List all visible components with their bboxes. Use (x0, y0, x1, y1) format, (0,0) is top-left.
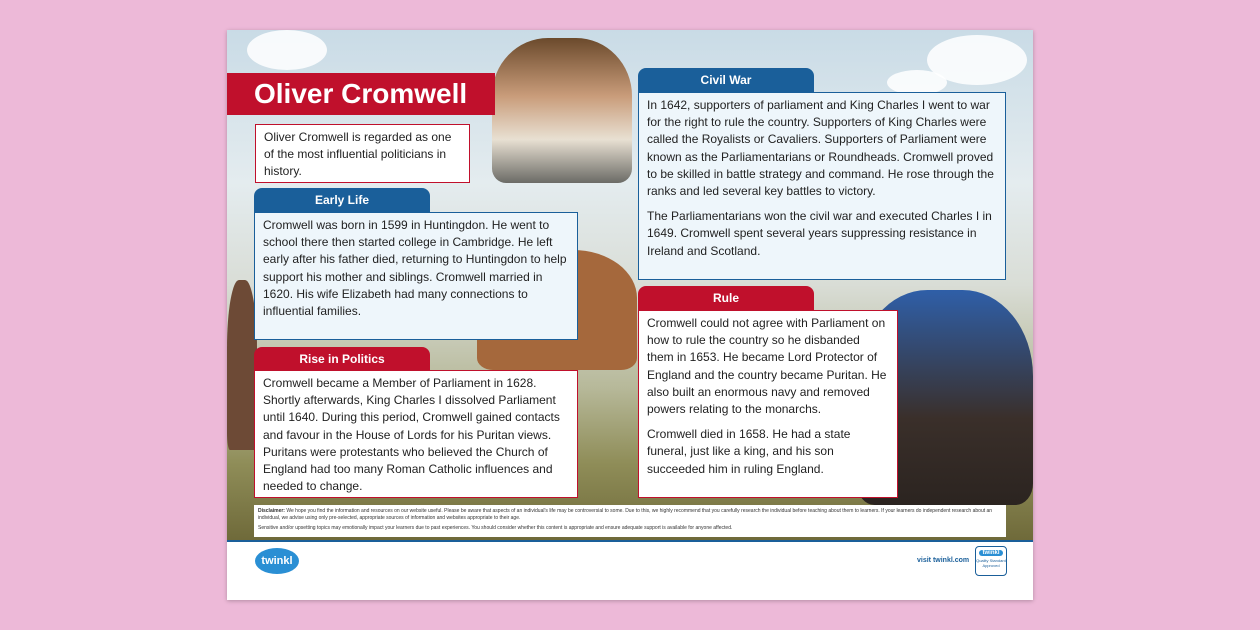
quality-badge (975, 546, 1007, 576)
civil-war-heading: Civil War (638, 68, 814, 92)
early-life-box: Cromwell was born in 1599 in Huntingdon. He went to school there then started college in Cambridge. He left early after his father died, returning to Huntingdon to help support his mother and siblings. Cromwell married in 1620. His wife Elizabeth had many connections to influential families. (254, 212, 578, 340)
early-life-heading: Early Life (254, 188, 430, 212)
disclaimer-text: We hope you find the information and resources on our website useful. Please be aware that aspects of an individual's life may be controversial to some. Due to this, we highly recommend that you carefully research the individual before teaching about them to learners. If your learners do independent research about an individual, we advise using only pre-selected, appropriate sources of information and websites appropriate to their age. (258, 508, 993, 521)
rise-in-politics-heading: Rise in Politics (254, 347, 430, 371)
civil-war-box (638, 92, 1006, 280)
rule-box (638, 310, 898, 498)
cromwell-portrait (492, 38, 632, 183)
poster (227, 30, 1033, 600)
rise-in-politics-box: Cromwell became a Member of Parliament in 1628. Shortly afterwards, King Charles I dissolved Parliament until 1640. During this period, Cromwell gained contacts and favour in the House of Lords for his Puritan views. Puritans were protestants who believed the Church of England had too many Roman Catholic influences and needed to change. (254, 370, 578, 498)
visit-link[interactable]: visit twinkl.com (917, 557, 970, 564)
badge-text: Quality Standard Approved (976, 558, 1006, 568)
twinkl-logo[interactable]: twinkl (255, 548, 299, 574)
rule-text-1: Cromwell could not agree with Parliament on how to rule the country so he disbanded them in 1653. He became Lord Protector of England and the country became Puritan. He also built an enormous navy and removed powers relating to the monarchs. (647, 316, 887, 417)
rule-heading: Rule (638, 286, 814, 310)
page-title: Oliver Cromwell (227, 73, 495, 115)
disclaimer-text-2: Sensitive and/or upsetting topics may emotionally impact your learners due to past experiences. You should consider whether this content is appropriate and ensure adequate support is available for anyone affected. (258, 525, 733, 531)
civil-war-text-1: In 1642, supporters of parliament and King Charles I went to war for the right to rule the country. Supporters of King Charles were called the Royalists or Cavaliers. Supporters of Parliament were known as the Parliamentarians or Roundheads. Cromwell proved to be skilled in battle strategy and command. He rose through the ranks and led several key battles to victory. (647, 98, 994, 199)
intro-box: Oliver Cromwell is regarded as one of the most influential politicians in history. (255, 124, 470, 183)
disclaimer (254, 505, 1006, 537)
footer (227, 540, 1033, 600)
disclaimer-label: Disclaimer: (258, 508, 285, 514)
civil-war-text-2: The Parliamentarians won the civil war and executed Charles I in 1649. Cromwell spent several years suppressing resistance in Ireland and Scotland. (647, 209, 992, 258)
rule-text-2: Cromwell died in 1658. He had a state funeral, just like a king, and his son succeeded him in ruling England. (647, 427, 851, 476)
badge-logo: twinkl (979, 550, 1003, 556)
